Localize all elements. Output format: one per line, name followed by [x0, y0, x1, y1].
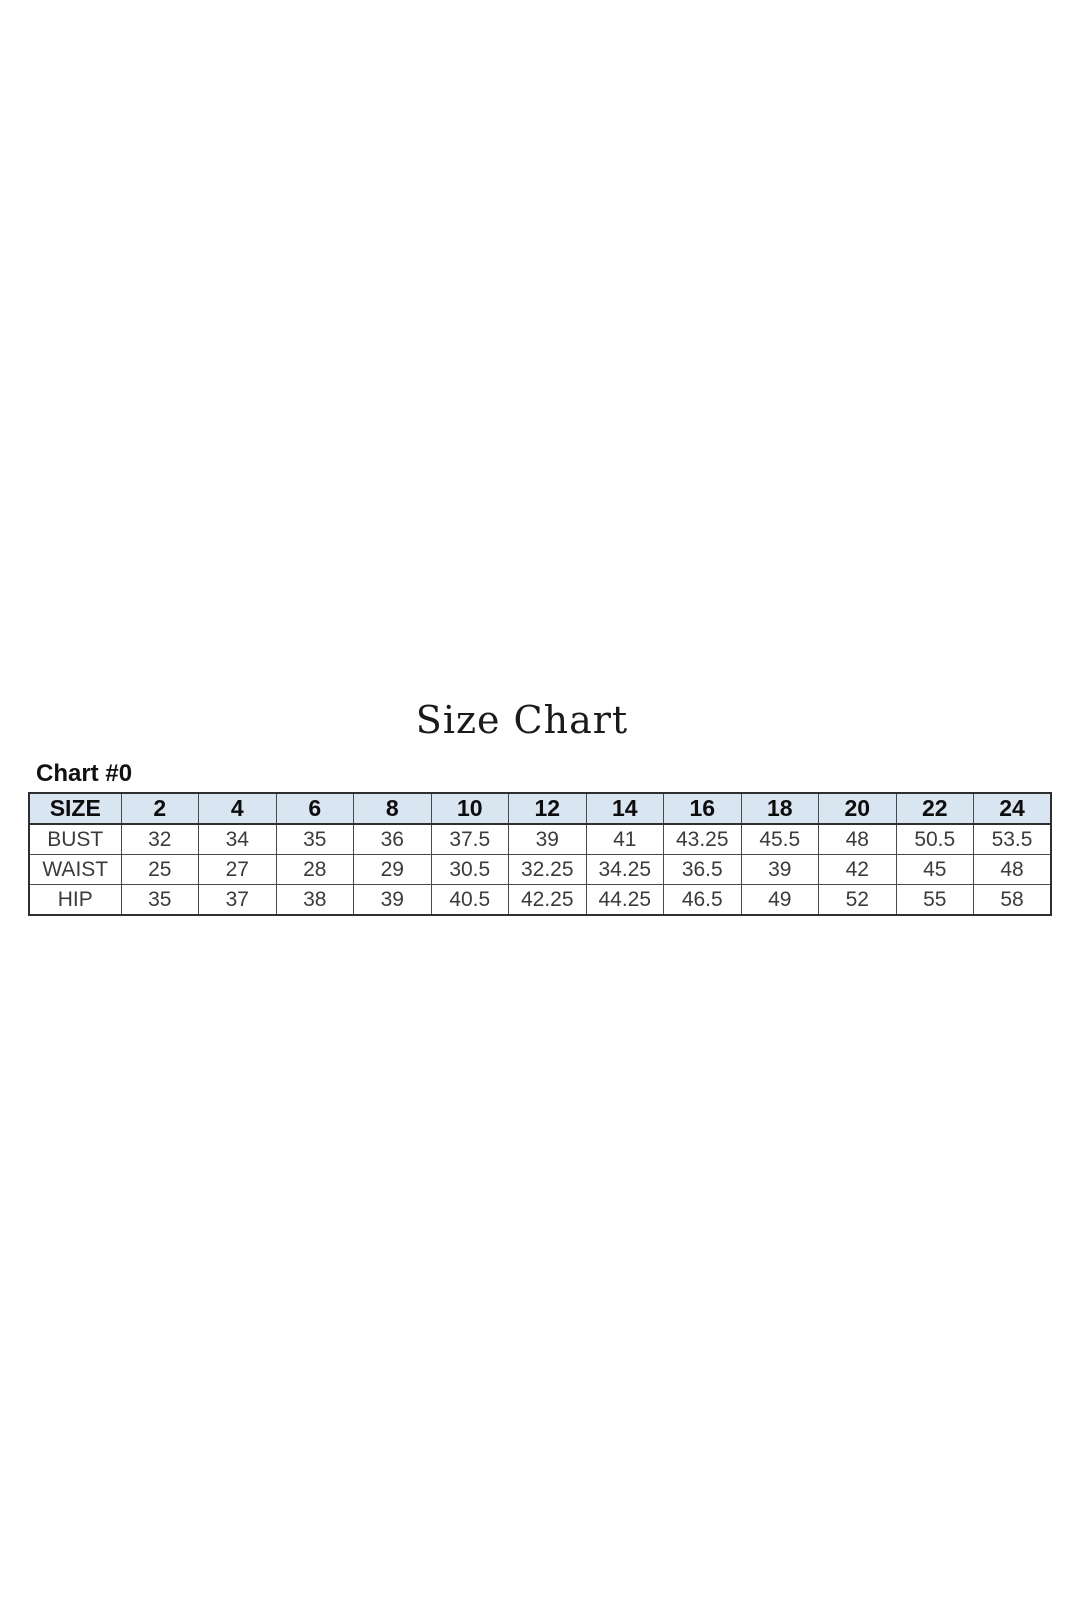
measurement-cell: 37.5: [431, 824, 509, 855]
column-header: 6: [276, 793, 354, 824]
measurement-cell: 48: [819, 824, 897, 855]
measurement-cell: 52: [819, 885, 897, 916]
measurement-cell: 32: [121, 824, 199, 855]
measurement-cell: 39: [509, 824, 587, 855]
table-header-row: [29, 793, 1051, 824]
measurement-cell: 25: [121, 855, 199, 885]
measurement-cell: 35: [276, 824, 354, 855]
table-row: [29, 855, 1051, 885]
measurement-cell: 39: [354, 885, 432, 916]
column-header: 16: [664, 793, 742, 824]
measurement-cell: 42.25: [509, 885, 587, 916]
table-row: [29, 885, 1051, 916]
measurement-cell: 39: [741, 855, 819, 885]
column-header: 22: [896, 793, 974, 824]
column-header: SIZE: [29, 793, 121, 824]
column-header: 20: [819, 793, 897, 824]
row-label: HIP: [29, 885, 121, 916]
table-row: [29, 824, 1051, 855]
measurement-cell: 46.5: [664, 885, 742, 916]
page-title: Size Chart: [415, 698, 629, 742]
measurement-cell: 48: [974, 855, 1052, 885]
measurement-cell: 50.5: [896, 824, 974, 855]
column-header: 24: [974, 793, 1052, 824]
measurement-cell: 53.5: [974, 824, 1052, 855]
measurement-cell: 36.5: [664, 855, 742, 885]
measurement-cell: 38: [276, 885, 354, 916]
measurement-cell: 40.5: [431, 885, 509, 916]
measurement-cell: 58: [974, 885, 1052, 916]
measurement-cell: 44.25: [586, 885, 664, 916]
column-header: 2: [121, 793, 199, 824]
column-header: 18: [741, 793, 819, 824]
measurement-cell: 45: [896, 855, 974, 885]
measurement-cell: 37: [199, 885, 277, 916]
row-label: WAIST: [29, 855, 121, 885]
column-header: 10: [431, 793, 509, 824]
measurement-cell: 27: [199, 855, 277, 885]
chart-label: Chart #0: [36, 760, 133, 787]
measurement-cell: 42: [819, 855, 897, 885]
measurement-cell: 32.25: [509, 855, 587, 885]
column-header: 14: [586, 793, 664, 824]
measurement-cell: 29: [354, 855, 432, 885]
column-header: 12: [509, 793, 587, 824]
row-label: BUST: [29, 824, 121, 855]
measurement-cell: 34.25: [586, 855, 664, 885]
table-body: [29, 824, 1051, 915]
size-chart-table: [28, 792, 1052, 916]
measurement-cell: 55: [896, 885, 974, 916]
column-header: 8: [354, 793, 432, 824]
column-header: 4: [199, 793, 277, 824]
measurement-cell: 49: [741, 885, 819, 916]
measurement-cell: 30.5: [431, 855, 509, 885]
measurement-cell: 41: [586, 824, 664, 855]
measurement-cell: 35: [121, 885, 199, 916]
measurement-cell: 43.25: [664, 824, 742, 855]
measurement-cell: 34: [199, 824, 277, 855]
measurement-cell: 36: [354, 824, 432, 855]
measurement-cell: 28: [276, 855, 354, 885]
measurement-cell: 45.5: [741, 824, 819, 855]
